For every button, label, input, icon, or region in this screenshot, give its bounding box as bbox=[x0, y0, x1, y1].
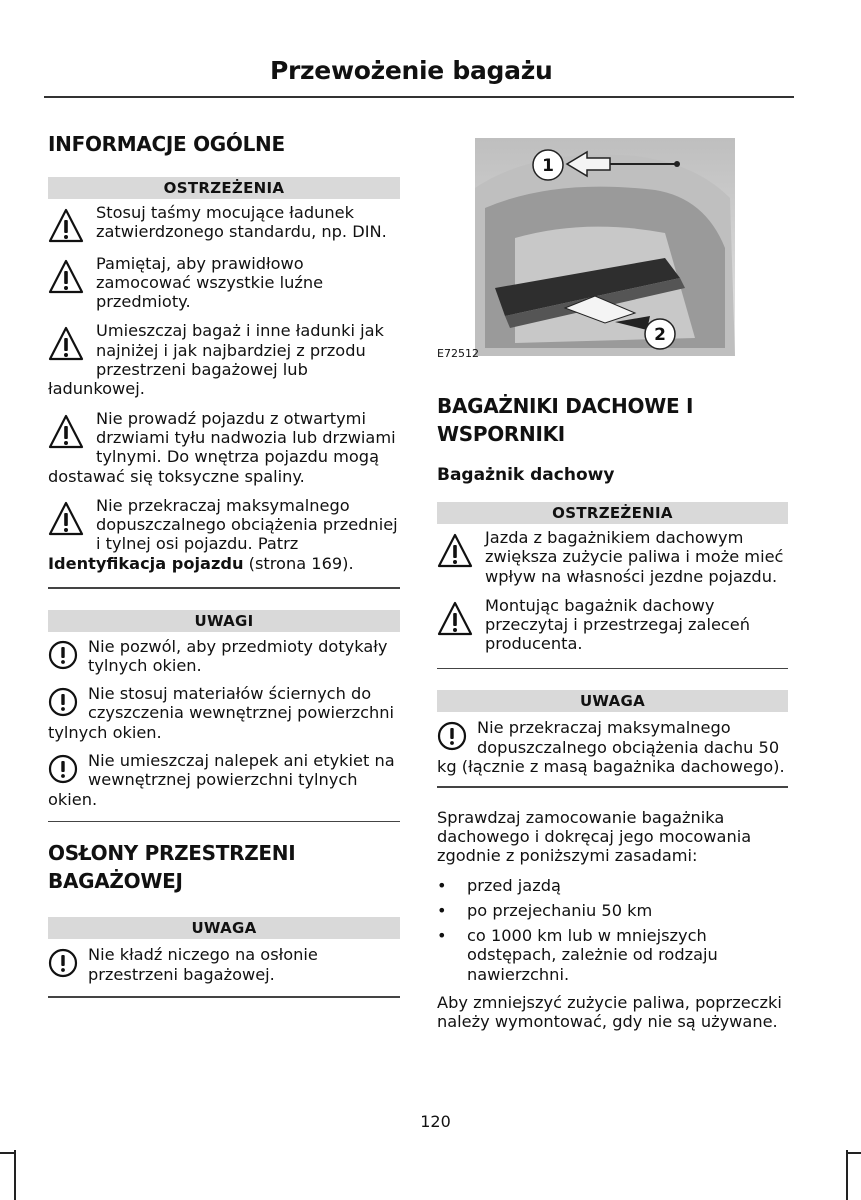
paragraph-check-mounting: Sprawdzaj zamocowanie bagażnika dachowego i dokręcaj jego mocowania zgodnie z poniższymi zasadami: bbox=[437, 807, 752, 866]
note-item bbox=[437, 718, 788, 776]
caution-circle-icon bbox=[48, 754, 78, 784]
warning-text: Nie prowadź pojazdu z otwartymi drzwiami tyłu nadwozia lub drzwiami tylnymi. Do wnętrza pojazdu mogą dostawać się toksyczne spaliny. bbox=[48, 408, 396, 486]
warning-triangle-icon bbox=[437, 532, 473, 570]
crop-mark bbox=[846, 1150, 848, 1200]
list-item bbox=[437, 901, 788, 920]
warning-text: Montując bagażnik dachowy przeczytaj i przestrzegaj zaleceń producenta. bbox=[485, 595, 751, 654]
note-header: UWAGA bbox=[48, 917, 400, 939]
warning-item bbox=[437, 596, 788, 654]
warning-text: Umieszczaj bagaż i inne ładunki jak najniżej i jak najbardziej z przodu przestrzeni bagażowej lub ładunkowej. bbox=[48, 321, 384, 399]
warning-item bbox=[48, 254, 400, 312]
crop-mark bbox=[847, 1152, 861, 1154]
warning-triangle-icon bbox=[48, 207, 84, 245]
page-reference: (strona 169). bbox=[243, 553, 354, 573]
callout-2: 2 bbox=[654, 325, 666, 345]
warning-triangle-icon bbox=[48, 500, 84, 538]
warning-item bbox=[48, 321, 400, 398]
bullet-marker: • bbox=[437, 900, 447, 920]
note-text: Nie przekraczaj maksymalnego dopuszczalnego obciążenia dachu 50 kg (łącznie z masą bagażnika dachowego). bbox=[437, 718, 785, 776]
caution-circle-icon bbox=[48, 687, 78, 717]
bullet-list bbox=[437, 876, 788, 984]
caution-circle-icon bbox=[48, 640, 78, 670]
crop-mark bbox=[14, 1150, 16, 1200]
cargo-cover-drawing bbox=[475, 138, 735, 356]
warning-item bbox=[48, 409, 400, 486]
notes-header: UWAGI bbox=[48, 610, 400, 632]
note-text: Nie stosuj materiałów ściernych do czyszczenia wewnętrznej powierzchni tylnych okien. bbox=[48, 684, 395, 742]
list-item bbox=[437, 876, 788, 895]
caution-circle-icon bbox=[437, 721, 467, 751]
caution-circle-icon bbox=[48, 948, 78, 978]
warning-item bbox=[48, 496, 400, 573]
page-number: 120 bbox=[420, 1112, 451, 1131]
cargo-cover-illustration bbox=[475, 138, 735, 356]
header-divider bbox=[44, 96, 794, 98]
warning-item bbox=[437, 528, 788, 586]
callout-1: 1 bbox=[542, 156, 554, 176]
warning-triangle-icon bbox=[48, 325, 84, 363]
note-item bbox=[48, 751, 400, 809]
left-column bbox=[48, 130, 400, 998]
warning-text: Nie przekraczaj maksymalnego dopuszczalnego obciążenia przedniej i tylnej osi pojazdu. Patrz bbox=[96, 495, 398, 554]
warning-triangle-icon bbox=[437, 600, 473, 638]
cross-reference-link[interactable]: Identyfikacja pojazdu bbox=[48, 553, 244, 573]
warning-text: Jazda z bagażnikiem dachowym zwiększa zużycie paliwa i może mieć wpływ na własności jezdne pojazdu. bbox=[485, 528, 784, 586]
warning-text: Stosuj taśmy mocujące ładunek zatwierdzonego standardu, np. DIN. bbox=[96, 203, 387, 242]
note-text: Nie pozwól, aby przedmioty dotykały tylnych okien. bbox=[88, 636, 388, 675]
bullet-marker: • bbox=[437, 926, 447, 946]
crop-mark bbox=[0, 1152, 14, 1154]
warning-triangle-icon bbox=[48, 258, 84, 296]
section-title-cargo-cover: OSŁONY PRZESTRZENI BAGAŻOWEJ bbox=[48, 841, 296, 894]
note-header: UWAGA bbox=[437, 690, 788, 712]
section-divider bbox=[48, 996, 400, 998]
list-item-text: po przejechaniu 50 km bbox=[467, 900, 653, 920]
warnings-header: OSTRZEŻENIA bbox=[48, 177, 400, 199]
subsection-title-roof-rack: Bagażnik dachowy bbox=[437, 465, 615, 485]
note-text: Nie umieszczaj nalepek ani etykiet na wewnętrznej powierzchni tylnych okien. bbox=[48, 751, 395, 809]
note-text: Nie kładź niczego na osłonie przestrzeni bagażowej. bbox=[88, 945, 318, 984]
note-item bbox=[48, 945, 400, 984]
warning-item bbox=[48, 203, 400, 242]
figure-code: E72512 bbox=[437, 347, 479, 360]
section-title-roof-racks: BAGAŻNIKI DACHOWE I WSPORNIKI bbox=[437, 394, 694, 446]
list-item bbox=[437, 926, 788, 984]
note-item bbox=[48, 684, 400, 742]
warnings-header: OSTRZEŻENIA bbox=[437, 502, 788, 524]
warning-text: Pamiętaj, aby prawidłowo zamocować wszystkie luźne przedmioty. bbox=[96, 253, 324, 312]
list-item-text: przed jazdą bbox=[467, 875, 561, 895]
paragraph-fuel-saving: Aby zmniejszyć zużycie paliwa, poprzeczki należy wymontować, gdy nie są używane. bbox=[437, 993, 782, 1032]
bullet-marker: • bbox=[437, 875, 447, 895]
right-column bbox=[437, 392, 788, 1032]
note-item bbox=[48, 637, 400, 676]
section-title-general-info: INFORMACJE OGÓLNE bbox=[48, 132, 285, 156]
warning-triangle-icon bbox=[48, 413, 84, 451]
page-title: Przewożenie bagażu bbox=[270, 56, 553, 85]
list-item-text: co 1000 km lub w mniejszych odstępach, zależnie od rodzaju nawierzchni. bbox=[467, 926, 718, 984]
